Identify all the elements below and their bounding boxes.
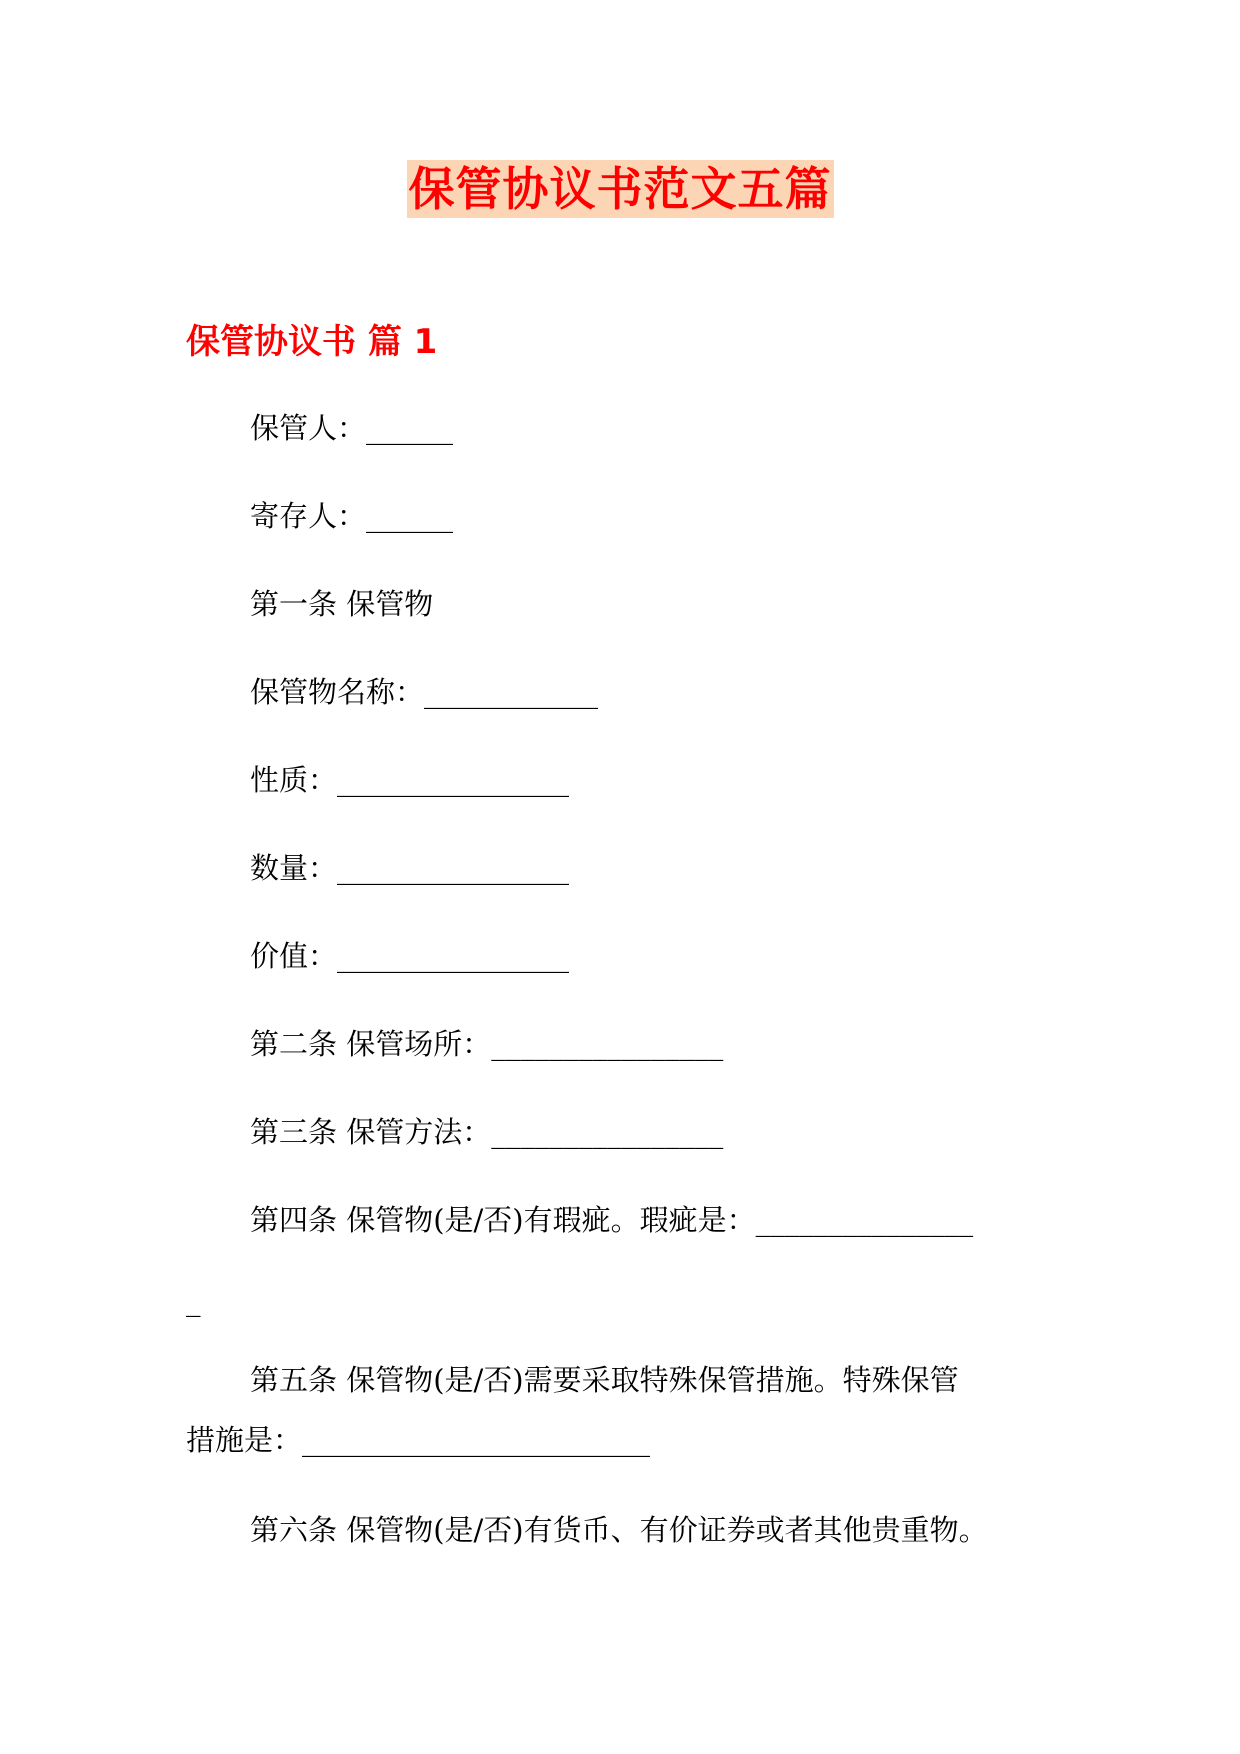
paragraph-value: 价值：________________ bbox=[250, 939, 570, 973]
paragraph-article-4-continuation: _ bbox=[186, 1283, 201, 1317]
paragraph-nature: 性质：________________ bbox=[250, 763, 570, 797]
paragraph-depositor: 寄存人：______ bbox=[250, 499, 454, 533]
paragraph-article-3: 第三条 保管方法：________________ bbox=[250, 1115, 724, 1149]
section-heading: 保管协议书 篇 1 bbox=[186, 322, 438, 362]
paragraph-article-5-continuation: 措施是：________________________ bbox=[186, 1423, 651, 1457]
paragraph-article-5: 第五条 保管物(是/否)需要采取特殊保管措施。特殊保管 bbox=[250, 1363, 959, 1397]
document-title bbox=[0, 160, 1240, 218]
paragraph-quantity: 数量：________________ bbox=[250, 851, 570, 885]
document-title-text: 保管协议书范文五篇 bbox=[408, 162, 832, 216]
paragraph-article-6: 第六条 保管物(是/否)有货币、有价证券或者其他贵重物。 bbox=[250, 1513, 988, 1547]
paragraph-article-4: 第四条 保管物(是/否)有瑕疵。瑕疵是：_______________ bbox=[250, 1203, 974, 1237]
paragraph-article-2: 第二条 保管场所：________________ bbox=[250, 1027, 724, 1061]
paragraph-article-1: 第一条 保管物 bbox=[250, 587, 434, 621]
paragraph-custodian: 保管人：______ bbox=[250, 411, 454, 445]
paragraph-item-name: 保管物名称：____________ bbox=[250, 675, 599, 709]
